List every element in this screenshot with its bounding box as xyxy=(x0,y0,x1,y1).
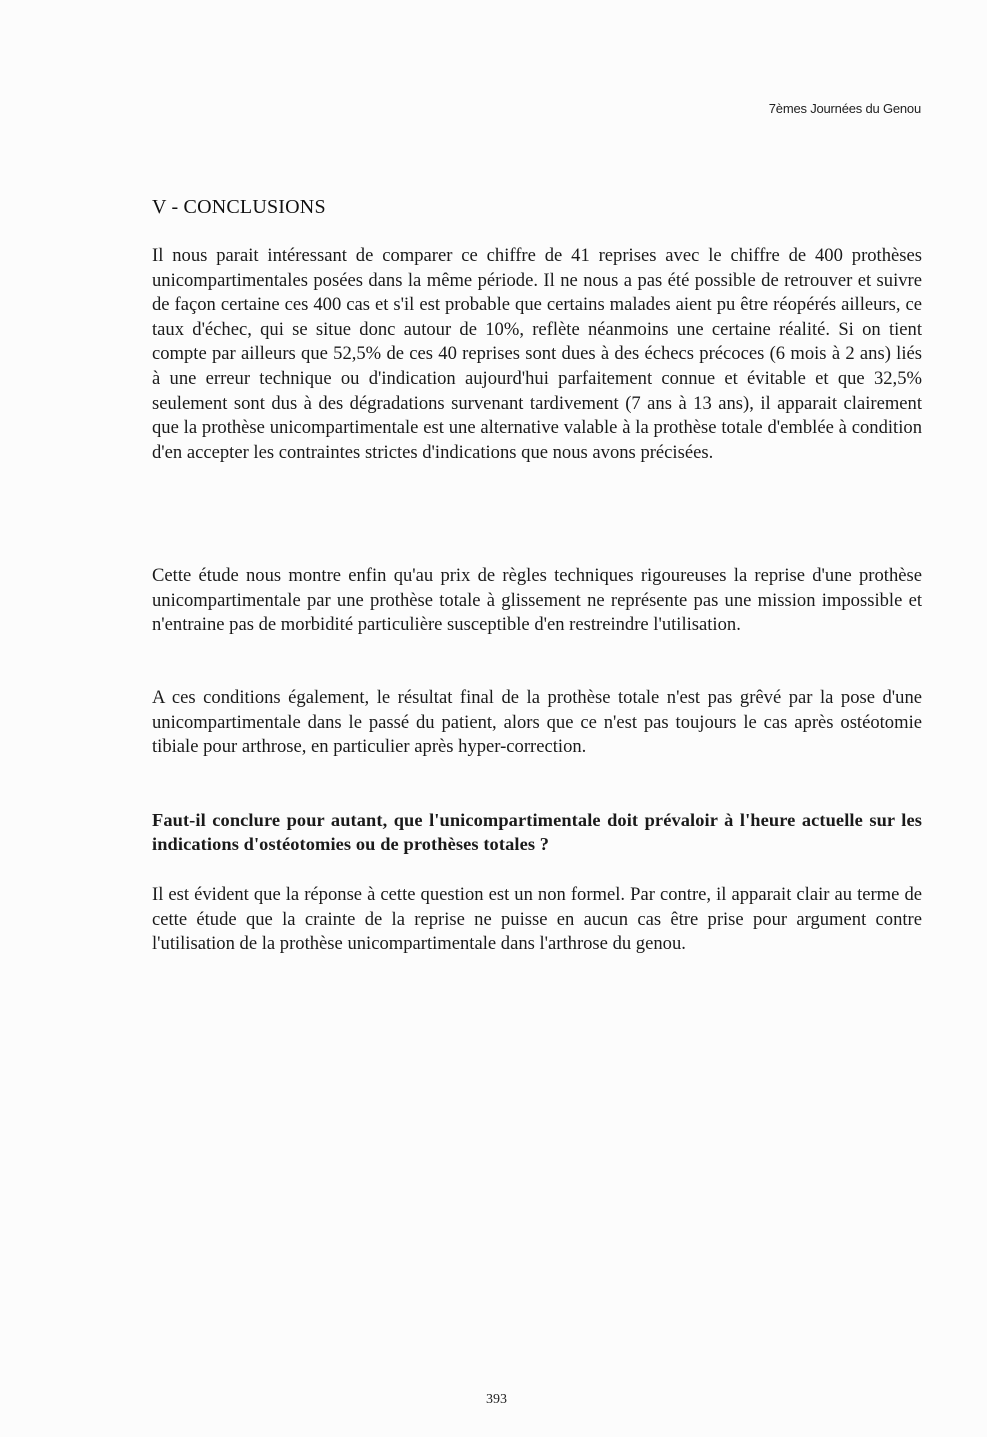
page-number: 393 xyxy=(486,1392,507,1407)
section-heading: V - CONCLUSIONS xyxy=(152,196,326,218)
paragraph-answer: Il est évident que la réponse à cette question est un non formel. Par contre, il apparait clair au terme de cette étude que la crainte de la reprise ne puisse en aucun cas être prise pour argument contre l'utilisation de la prothèse unicompartimentale dans l'arthrose du genou. xyxy=(152,884,922,955)
paragraph-comparison: Il nous parait intéressant de comparer ce chiffre de 41 reprises avec le chiffre de 400 prothèses unicompartimentales posées dans la même période. Il ne nous a pas été possible de retrouver et suivre de façon certaine ces 400 cas et s'il est probable que certains malades aient pu être réopérés ailleurs, ce taux d'échec, qui se situe donc autour de 10%, reflète néanmoins une certaine réalité. Si on tient compte par ailleurs que 52,5% de ces 40 reprises sont dues à des échecs précoces (6 mois à 2 ans) liés à une erreur technique ou d'indication aujourd'hui parfaitement connue et évitable et que 32,5% seulement sont dus à des dégradations survenant tardivement (7 ans à 13 ans), il apparait clairement que la prothèse unicompartimentale est une alternative valable à la prothèse totale d'emblée à condition d'en accepter les contraintes strictes d'indications que nous avons précisées. xyxy=(152,245,922,463)
paragraph-technical-rules: Cette étude nous montre enfin qu'au prix de règles techniques rigoureuses la reprise d'une prothèse unicompartimentale par une prothèse totale à glissement ne représente pas une mission impossible et n'entraine pas de morbidité particulière susceptible d'en restreindre l'utilisation. xyxy=(152,565,922,636)
bold-question: Faut-il conclure pour autant, que l'unicompartimentale doit prévaloir à l'heure actuelle sur les indications d'ostéotomies ou de prothèses totales ? xyxy=(152,810,922,854)
running-header: 7èmes Journées du Genou xyxy=(768,101,921,116)
paragraph-conditions: A ces conditions également, le résultat final de la prothèse totale n'est pas grêvé par la pose d'une unicompartimentale dans le passé du patient, alors que ce n'est pas toujours le cas après ostéotomie tibiale pour arthrose, en particulier après hyper-correction. xyxy=(152,687,922,758)
